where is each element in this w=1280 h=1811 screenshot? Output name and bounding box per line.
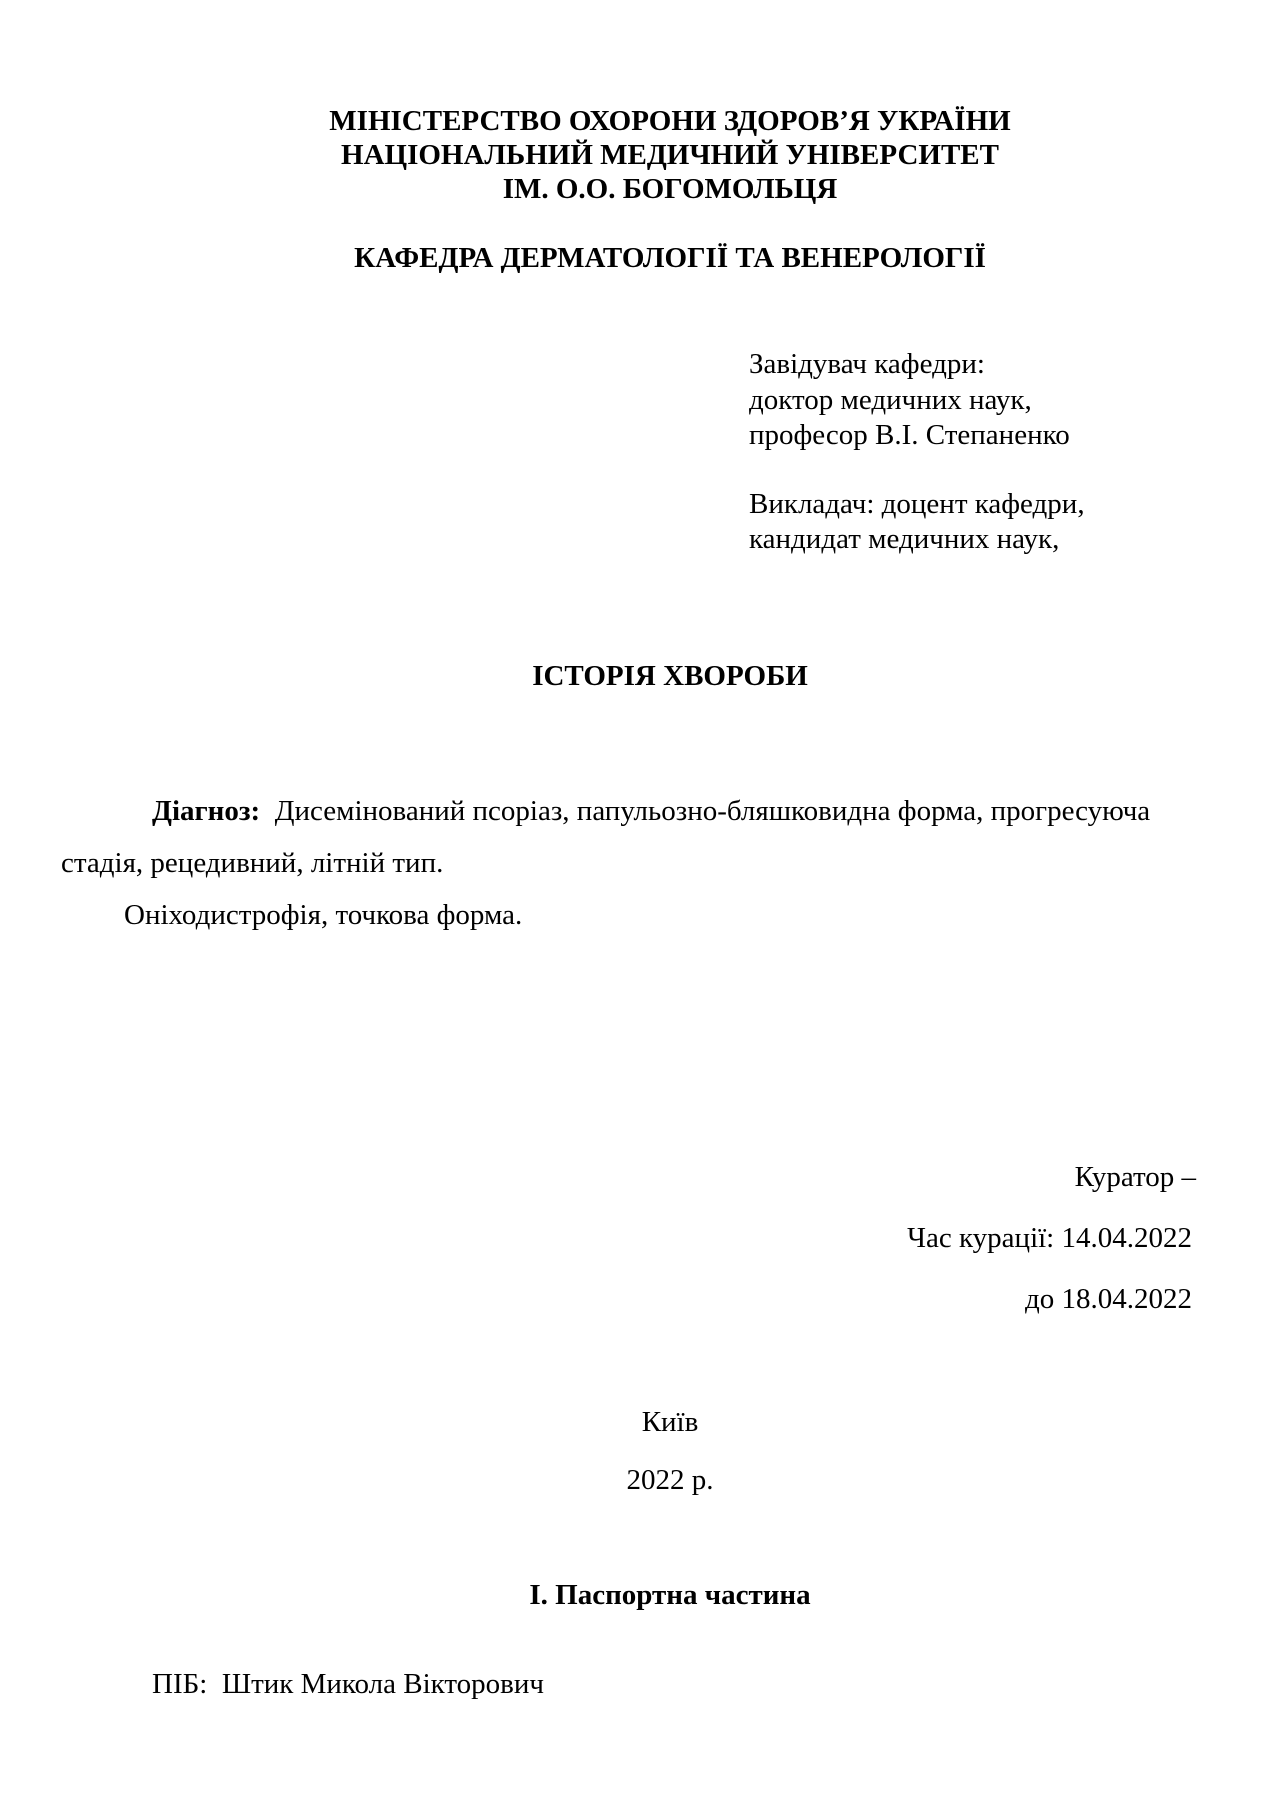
curation-period-from: Час курації: 14.04.2022 [907,1222,1192,1254]
head-of-department-title: Завідувач кафедри: [749,348,985,380]
head-of-department-name: професор В.І. Степаненко [749,419,1070,451]
department-heading: КАФЕДРА ДЕРМАТОЛОГІЇ ТА ВЕНЕРОЛОГІЇ [354,242,986,274]
city: Київ [641,1406,699,1438]
pib-label: ПІБ: [152,1668,208,1700]
diagnosis-line-3: Оніходистрофія, точкова форма. [124,899,523,931]
curator-label: Куратор – [1074,1161,1196,1193]
year: 2022 р. [626,1464,714,1496]
teacher-title: Викладач: доцент кафедри, [749,488,1085,520]
curation-period-to: до 18.04.2022 [1024,1283,1192,1315]
document-title: ІСТОРІЯ ХВОРОБИ [532,660,808,692]
university-name-heading: ІМ. О.О. БОГОМОЛЬЦЯ [502,173,838,205]
teacher-degree: кандидат медичних наук, [749,523,1060,555]
ministry-heading: МІНІСТЕРСТВО ОХОРОНИ ЗДОРОВ’Я УКРАЇНИ [329,105,1011,137]
diagnosis-line-1 [152,794,1150,828]
university-heading: НАЦІОНАЛЬНИЙ МЕДИЧНИЙ УНІВЕРСИТЕТ [341,139,999,171]
head-of-department-degree: доктор медичних наук, [749,384,1032,416]
diagnosis-line-2: стадія, рецедивний, літній тип. [61,847,444,879]
pib-value: Штик Микола Вікторович [221,1668,544,1700]
diagnosis-text-1: Дисемінований псоріаз, папульозно-бляшковидна форма, прогресуюча [274,795,1151,827]
diagnosis-label: Діагноз: [152,795,261,827]
pib-line [152,1667,544,1701]
section-title: І. Паспортна частина [529,1579,811,1611]
